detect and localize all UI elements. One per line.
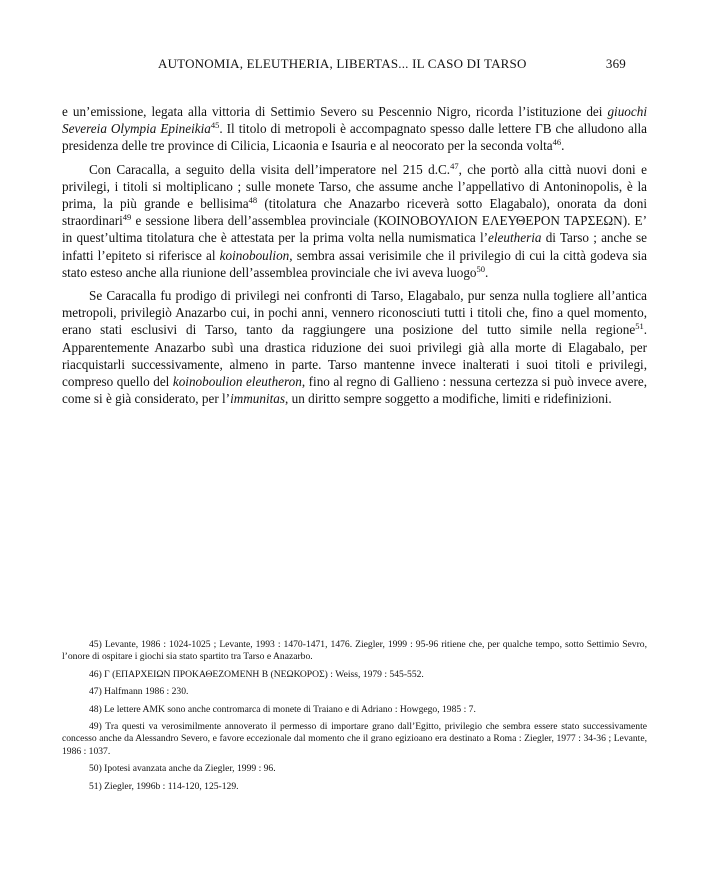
text-run: , che portò alla città nuovi doni e privilegi, i titoli si moltiplicano ; sulle monete Tarso, che assume anche l’appellativo di Antoninopolis, è la prima, la più grande e bellisima (62, 161, 647, 212)
footnote: 46) Γ (ΕΠΑΡΧΕΙΩΝ ΠΡΟΚΑΘΕΖΟΜΕΝΗ Β (ΝΕΩΚΟΡΟΣ) : Weiss, 1979 : 545-552. (89, 668, 424, 680)
footnote-ref: 49 (122, 212, 132, 223)
paragraph (62, 103, 647, 155)
text-run: . (561, 138, 565, 154)
text-run: , un diritto sempre soggetto a modifiche, limiti e ridefinizioni. (285, 391, 612, 407)
footnote: 48) Le lettere AMK sono anche contromarca di monete di Traiano e di Adriano : Howgego, 1985 : 7. (89, 703, 476, 715)
text-run: e un’emissione, legata alla vittoria di Settimio Severo su Pescennio Nigro, ricorda l’istituzione dei (62, 104, 608, 119)
footnote: 51) Ziegler, 1996b : 114-120, 125-129. (89, 780, 239, 792)
text-run: Con Caracalla, a seguito della visita dell’imperatore nel 215 d.C. (89, 161, 451, 177)
footnote: 47) Halfmann 1986 : 230. (89, 686, 189, 698)
text-run: . (485, 264, 489, 280)
footnote: 50) Ipotesi avanzata anche da Ziegler, 1999 : 96. (89, 763, 276, 775)
footnote-ref: 46 (552, 137, 562, 148)
text-run: , fino al regno di Gallieno : nessuna certezza si può invece avere, come si è già considerato, per l’ (62, 374, 648, 407)
footnote-ref: 51 (635, 321, 644, 332)
paragraph (62, 161, 647, 281)
footnote-ref: 48 (248, 195, 258, 206)
running-header (62, 56, 648, 74)
footnote: 49) Tra questi va verosimilmente annoverato il permesso di importare grano dall’Egitto, privilegio che sembra essere stato successivamente concesso anche da Alessandro Severo, e favore eccezionale dal momento che il grano egizioano era destinato a Roma : Ziegler, 1977 : 34-36 ; Levante, 1986 : 1037. (62, 721, 647, 757)
text-run: . Apparentemente Anazarbo subì una drastica riduzione dei suoi privilegi già alla morte di Elagabalo, per riacquistarli successivamente, almeno in parte. Tarso mantenne invece inalterati i suoi titoli e privilegi, compreso quello del (62, 322, 647, 390)
footnote-ref: 45 (210, 120, 220, 131)
text-run: e sessione libera dell’assemblea provinciale (ΚΟΙΝΟΒΟΥΛΙΟΝ ΕΛΕΥΘΕΡΟΝ ΤΑΡΣΕΩΝ). E’ in quest’ultima titolatura che è attestata per la prima volta nella numismatica l’ (62, 213, 647, 246)
footnote-ref: 50 (476, 263, 486, 274)
paragraph (62, 287, 647, 407)
page-number: 369 (605, 56, 626, 71)
text-run: (titolatura che Anazarbo riceverà sotto Elagabalo), onorata da doni straordinari (62, 196, 647, 229)
text-run: Se Caracalla fu prodigo di privilegi nei confronti di Tarso, Elagabalo, pur senza nulla togliere all’antica metropoli, privilegiò Anazarbo cui, in pochi anni, vennero riconosciuti tutti i titoli che, fino a quel momento, erano stati esclusivi di Tarso, tanto da raggiungere una posizione del tutto simile nella regione (62, 288, 647, 338)
text-run: di Tarso ; anche se infatti l’epiteto si riferisce al (62, 230, 647, 263)
text-run: . Il titolo di metropoli è accompagnato spesso dalle lettere ΓΒ che alludono alla presidenza delle tre province di Cilicia, Licaonia e Isauria e al neocorato per la seconda volta (62, 121, 647, 154)
italic-text: giuochi Severeia Olympia Epineikia (62, 104, 647, 137)
footnotes (62, 639, 647, 798)
italic-text: koinoboulion eleutheron (172, 374, 302, 390)
italic-text: koinoboulion (219, 247, 290, 263)
footnote: 45) Levante, 1986 : 1024-1025 ; Levante, 1993 : 1470-1471, 1476. Ziegler, 1999 : 95-96 ritiene che, per qualche tempo, sotto Settimio Sevro, l’onore di ospitare i giochi sia stato spartito tra Tarso e Anazarbo. (62, 639, 647, 663)
running-title: AUTONOMIA, ELEUTHERIA, LIBERTAS... IL CASO DI TARSO (158, 56, 527, 71)
italic-text: eleutheria (488, 230, 542, 246)
italic-text: immunitas (230, 391, 286, 407)
text-run: , sembra assai verisimile che il privilegio di cui la città godeva sia stato esteso anche alla riunione dell’assemblea provinciale che ivi aveva luogo (62, 247, 647, 280)
footnote-ref: 47 (450, 160, 459, 171)
main-text (62, 103, 647, 413)
